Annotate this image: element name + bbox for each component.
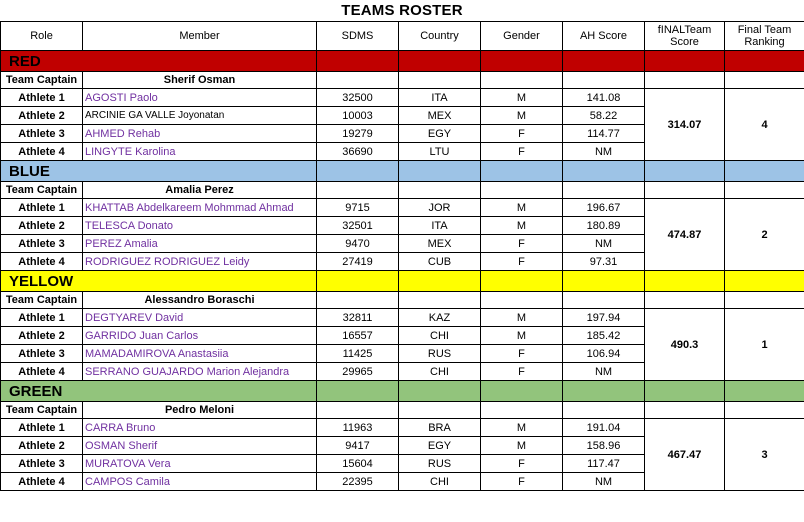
team-header-cell <box>317 161 399 182</box>
empty-cell <box>317 72 399 89</box>
gender-cell: M <box>481 89 563 107</box>
member-name: ARCINIE GA VALLE Joyonatan <box>83 107 317 125</box>
empty-cell <box>645 402 725 419</box>
sdms-cell: 16557 <box>317 327 399 345</box>
gender-cell: F <box>481 473 563 491</box>
team-header-cell <box>399 51 481 72</box>
member-name: CARRA Bruno <box>83 419 317 437</box>
empty-cell <box>725 402 804 419</box>
role-cell: Team Captain <box>1 402 83 419</box>
role-cell: Athlete 1 <box>1 419 83 437</box>
gender-cell: F <box>481 143 563 161</box>
team-header-cell <box>563 271 645 292</box>
empty-cell <box>725 182 804 199</box>
team-header-cell <box>481 161 563 182</box>
team-header-cell <box>399 271 481 292</box>
role-cell: Athlete 3 <box>1 125 83 143</box>
empty-cell <box>317 402 399 419</box>
member-name: KHATTAB Abdelkareem Mohmmad Ahmad <box>83 199 317 217</box>
role-cell: Athlete 4 <box>1 363 83 381</box>
member-name: PEREZ Amalia <box>83 235 317 253</box>
team-header-cell <box>481 381 563 402</box>
captain-name: Amalia Perez <box>83 182 317 199</box>
empty-cell <box>725 72 804 89</box>
member-name: MURATOVA Vera <box>83 455 317 473</box>
member-name: GARRIDO Juan Carlos <box>83 327 317 345</box>
final-team-ranking: 1 <box>725 309 804 381</box>
team-header-cell <box>317 51 399 72</box>
team-header-cell <box>563 51 645 72</box>
empty-cell <box>481 182 563 199</box>
captain-row <box>1 182 804 199</box>
role-cell: Athlete 4 <box>1 143 83 161</box>
gender-cell: M <box>481 327 563 345</box>
final-team-score: 490.3 <box>645 309 725 381</box>
empty-cell <box>563 72 645 89</box>
country-cell: MEX <box>399 235 481 253</box>
gender-cell: M <box>481 419 563 437</box>
empty-cell <box>481 402 563 419</box>
member-name: DEGTYAREV David <box>83 309 317 327</box>
athlete-row <box>1 419 804 437</box>
team-header-cell <box>399 161 481 182</box>
sdms-cell: 22395 <box>317 473 399 491</box>
country-cell: RUS <box>399 345 481 363</box>
role-cell: Team Captain <box>1 182 83 199</box>
sdms-cell: 9470 <box>317 235 399 253</box>
role-cell: Athlete 1 <box>1 199 83 217</box>
ah-score-cell: 114.77 <box>563 125 645 143</box>
country-cell: EGY <box>399 437 481 455</box>
team-header-cell <box>725 271 804 292</box>
sdms-cell: 9417 <box>317 437 399 455</box>
final-team-score: 314.07 <box>645 89 725 161</box>
member-name: AHMED Rehab <box>83 125 317 143</box>
athlete-row <box>1 199 804 217</box>
empty-cell <box>645 182 725 199</box>
member-name: LINGYTE Karolina <box>83 143 317 161</box>
empty-cell <box>725 292 804 309</box>
role-cell: Team Captain <box>1 292 83 309</box>
team-header-cell <box>481 271 563 292</box>
country-cell: MEX <box>399 107 481 125</box>
team-header-cell <box>317 271 399 292</box>
member-name: TELESCA Donato <box>83 217 317 235</box>
country-cell: EGY <box>399 125 481 143</box>
role-cell: Athlete 3 <box>1 235 83 253</box>
sdms-cell: 27419 <box>317 253 399 271</box>
member-name: MAMADAMIROVA Anastasiia <box>83 345 317 363</box>
header-member: Member <box>83 22 317 51</box>
ah-score-cell: 197.94 <box>563 309 645 327</box>
roster-table <box>0 21 804 491</box>
sdms-cell: 29965 <box>317 363 399 381</box>
country-cell: CUB <box>399 253 481 271</box>
ah-score-cell: NM <box>563 143 645 161</box>
team-header-cell <box>481 51 563 72</box>
role-cell: Athlete 2 <box>1 107 83 125</box>
empty-cell <box>563 292 645 309</box>
role-cell: Athlete 1 <box>1 89 83 107</box>
header-ah-score: AH Score <box>563 22 645 51</box>
sdms-cell: 11425 <box>317 345 399 363</box>
team-header-cell <box>725 381 804 402</box>
country-cell: ITA <box>399 217 481 235</box>
team-header-cell <box>645 271 725 292</box>
empty-cell <box>645 292 725 309</box>
ah-score-cell: 158.96 <box>563 437 645 455</box>
ah-score-cell: 58.22 <box>563 107 645 125</box>
header-row <box>1 22 804 51</box>
role-cell: Athlete 4 <box>1 253 83 271</box>
header-role: Role <box>1 22 83 51</box>
sdms-cell: 36690 <box>317 143 399 161</box>
captain-name: Pedro Meloni <box>83 402 317 419</box>
country-cell: CHI <box>399 473 481 491</box>
sdms-cell: 10003 <box>317 107 399 125</box>
gender-cell: M <box>481 309 563 327</box>
role-cell: Team Captain <box>1 72 83 89</box>
member-name: RODRIGUEZ RODRIGUEZ Leidy <box>83 253 317 271</box>
team-header-cell <box>399 381 481 402</box>
gender-cell: M <box>481 217 563 235</box>
team-header-green <box>1 381 804 402</box>
team-header-cell <box>725 51 804 72</box>
ah-score-cell: 141.08 <box>563 89 645 107</box>
captain-row <box>1 402 804 419</box>
team-header-cell <box>563 381 645 402</box>
gender-cell: F <box>481 345 563 363</box>
role-cell: Athlete 1 <box>1 309 83 327</box>
empty-cell <box>317 292 399 309</box>
team-header-cell <box>725 161 804 182</box>
ah-score-cell: 97.31 <box>563 253 645 271</box>
role-cell: Athlete 4 <box>1 473 83 491</box>
country-cell: CHI <box>399 327 481 345</box>
ah-score-cell: 196.67 <box>563 199 645 217</box>
gender-cell: F <box>481 125 563 143</box>
member-name: OSMAN Sherif <box>83 437 317 455</box>
page-title: TEAMS ROSTER <box>341 2 463 19</box>
empty-cell <box>481 72 563 89</box>
header-country: Country <box>399 22 481 51</box>
ah-score-cell: 185.42 <box>563 327 645 345</box>
empty-cell <box>317 182 399 199</box>
final-team-ranking: 4 <box>725 89 804 161</box>
country-cell: JOR <box>399 199 481 217</box>
header-sdms: SDMS <box>317 22 399 51</box>
final-team-score: 474.87 <box>645 199 725 271</box>
athlete-row <box>1 89 804 107</box>
role-cell: Athlete 2 <box>1 327 83 345</box>
team-name: BLUE <box>1 161 317 182</box>
header-gender: Gender <box>481 22 563 51</box>
country-cell: LTU <box>399 143 481 161</box>
ah-score-cell: 180.89 <box>563 217 645 235</box>
header-final-team-score: fINALTeam Score <box>645 22 725 51</box>
team-header-cell <box>563 161 645 182</box>
gender-cell: F <box>481 253 563 271</box>
ah-score-cell: 191.04 <box>563 419 645 437</box>
member-name: SERRANO GUAJARDO Marion Alejandra <box>83 363 317 381</box>
role-cell: Athlete 2 <box>1 437 83 455</box>
team-header-yellow <box>1 271 804 292</box>
country-cell: ITA <box>399 89 481 107</box>
role-cell: Athlete 3 <box>1 345 83 363</box>
header-final-team-ranking: Final Team Ranking <box>725 22 804 51</box>
country-cell: RUS <box>399 455 481 473</box>
sdms-cell: 32811 <box>317 309 399 327</box>
country-cell: KAZ <box>399 309 481 327</box>
sdms-cell: 32500 <box>317 89 399 107</box>
final-team-ranking: 2 <box>725 199 804 271</box>
gender-cell: F <box>481 235 563 253</box>
ah-score-cell: 117.47 <box>563 455 645 473</box>
captain-row <box>1 72 804 89</box>
ah-score-cell: NM <box>563 363 645 381</box>
empty-cell <box>399 292 481 309</box>
team-header-cell <box>645 381 725 402</box>
role-cell: Athlete 3 <box>1 455 83 473</box>
gender-cell: F <box>481 455 563 473</box>
sdms-cell: 15604 <box>317 455 399 473</box>
empty-cell <box>399 182 481 199</box>
member-name: AGOSTI Paolo <box>83 89 317 107</box>
empty-cell <box>563 402 645 419</box>
team-header-cell <box>645 161 725 182</box>
team-header-blue <box>1 161 804 182</box>
role-cell: Athlete 2 <box>1 217 83 235</box>
gender-cell: M <box>481 199 563 217</box>
team-name: GREEN <box>1 381 317 402</box>
gender-cell: M <box>481 107 563 125</box>
gender-cell: F <box>481 363 563 381</box>
sdms-cell: 9715 <box>317 199 399 217</box>
team-header-cell <box>317 381 399 402</box>
athlete-row <box>1 309 804 327</box>
sdms-cell: 11963 <box>317 419 399 437</box>
member-name: CAMPOS Camila <box>83 473 317 491</box>
empty-cell <box>399 72 481 89</box>
country-cell: CHI <box>399 363 481 381</box>
final-team-score: 467.47 <box>645 419 725 491</box>
sdms-cell: 32501 <box>317 217 399 235</box>
empty-cell <box>645 72 725 89</box>
country-cell: BRA <box>399 419 481 437</box>
empty-cell <box>399 402 481 419</box>
empty-cell <box>481 292 563 309</box>
team-header-red <box>1 51 804 72</box>
captain-row <box>1 292 804 309</box>
ah-score-cell: NM <box>563 473 645 491</box>
gender-cell: M <box>481 437 563 455</box>
team-name: RED <box>1 51 317 72</box>
team-header-cell <box>645 51 725 72</box>
captain-name: Sherif Osman <box>83 72 317 89</box>
captain-name: Alessandro Boraschi <box>83 292 317 309</box>
sdms-cell: 19279 <box>317 125 399 143</box>
team-name: YELLOW <box>1 271 317 292</box>
ah-score-cell: 106.94 <box>563 345 645 363</box>
empty-cell <box>563 182 645 199</box>
ah-score-cell: NM <box>563 235 645 253</box>
final-team-ranking: 3 <box>725 419 804 491</box>
